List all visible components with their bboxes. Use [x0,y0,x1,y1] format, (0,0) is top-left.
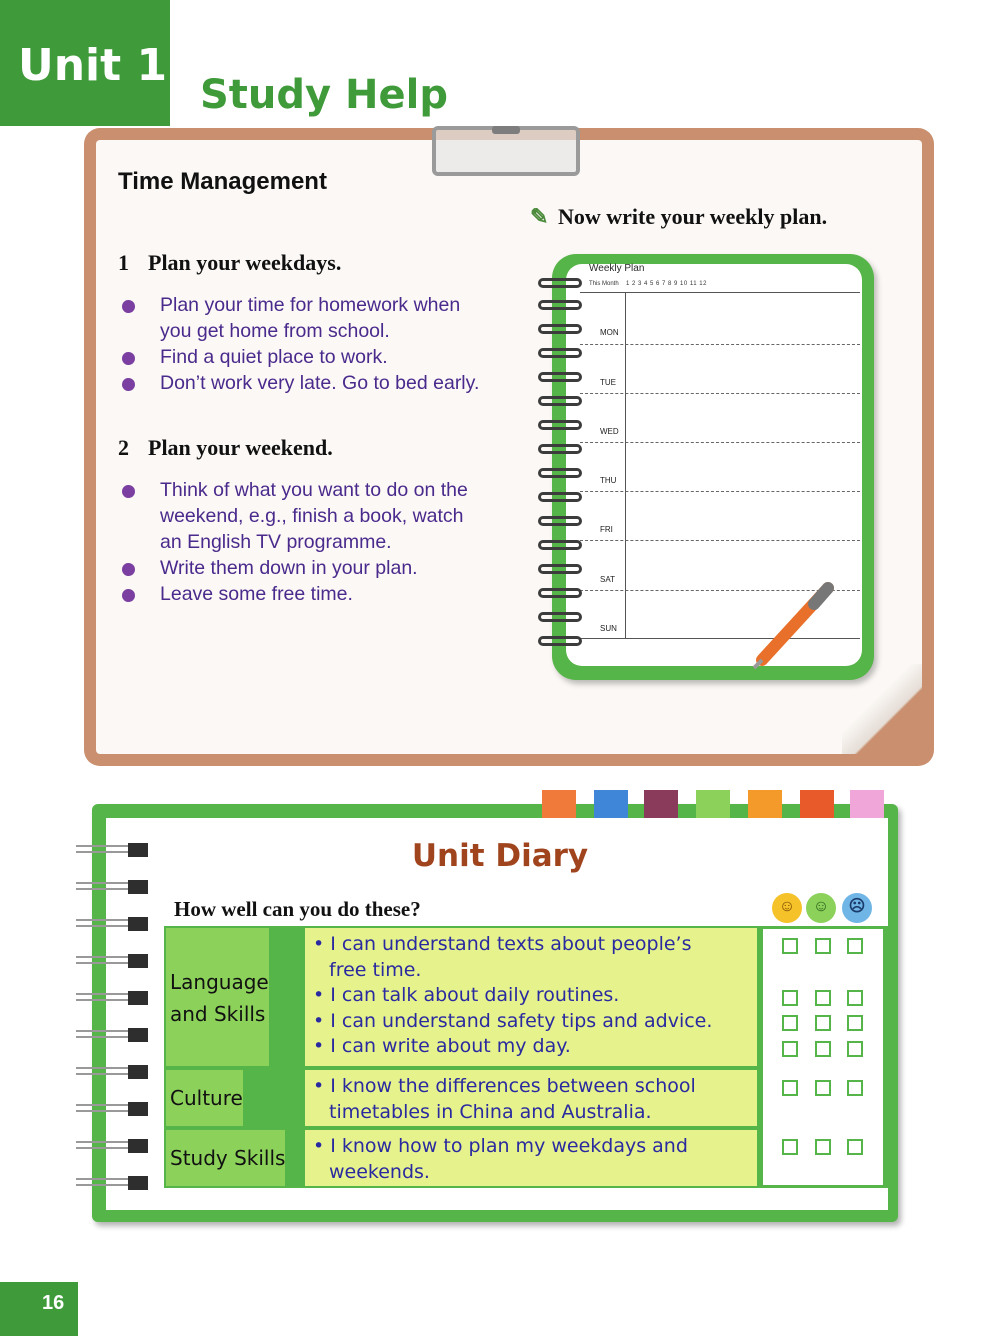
section-heading-text: Plan your weekdays. [148,250,342,275]
statement: • I can understand texts about people’s [313,933,692,955]
spiral-binding [76,1139,148,1153]
weekday-tips-list [120,292,520,396]
spiral-ring [538,540,582,550]
category-culture: Culture [166,1070,243,1126]
rating-checkbox[interactable] [815,938,831,954]
instruction-text: Now write your weekly plan. [558,204,828,229]
spiral-binding [76,917,148,931]
statement: • I can write about my day. [313,1035,571,1057]
rating-checkbox[interactable] [847,1080,863,1096]
day-label-sat: SAT [600,575,615,584]
list-item: Leave some free time. [120,581,520,607]
spiral-binding [76,880,148,894]
spiral-binding [76,1065,148,1079]
spiral-ring [538,348,582,358]
pencil-icon: ✎ [530,204,549,229]
spiral-ring [538,420,582,430]
section-number: 1 [118,250,129,275]
language-skills-statements [305,928,757,1066]
spiral-ring [538,564,582,574]
weekly-plan-instruction [530,204,827,230]
rating-checkbox[interactable] [815,1139,831,1155]
day-line [580,442,860,443]
list-item: Don’t work very late. Go to bed early. [120,370,520,396]
spiral-ring [538,324,582,334]
spiral-ring [538,468,582,478]
rating-checkbox[interactable] [815,1080,831,1096]
spiral-ring [538,636,582,646]
spiral-ring [538,492,582,502]
page-title: Study Help [200,72,448,118]
statement: • I can understand safety tips and advice. [313,1009,713,1032]
list-item: Find a quiet place to work. [120,344,520,370]
spiral-ring [538,396,582,406]
list-item: Plan your time for homework when you get home from school. [120,292,520,344]
rating-checkbox[interactable] [815,1015,831,1031]
divider-tab [644,790,678,818]
category-study-skills: Study Skills [166,1130,285,1186]
statement: • I can talk about daily routines. [313,984,620,1006]
day-label-thu: THU [600,476,617,485]
clip-hinge [492,126,520,134]
section-2-heading [118,435,333,461]
divider-tab [594,790,628,818]
list-item: Think of what you want to do on the weekend, e.g., finish a book, watch an English TV programme. [120,477,520,555]
rating-checkbox[interactable] [782,938,798,954]
rating-checkbox[interactable] [782,1080,798,1096]
culture-statements [305,1070,757,1126]
spiral-ring [538,372,582,382]
month-label: This Month [589,281,619,287]
divider-tab [542,790,576,818]
statement: • I know the differences between school [313,1075,696,1097]
day-line [580,540,860,541]
unit-label: Unit 1 [18,40,168,91]
day-label-mon: MON [600,328,619,337]
rating-checkbox[interactable] [782,990,798,1006]
day-line [580,393,860,394]
spiral-ring [538,444,582,454]
divider-tab [850,790,884,818]
self-assessment-question: How well can you do these? [174,897,421,921]
time-management-title: Time Management [118,168,327,195]
neutral-face-icon: ☺ [806,893,836,923]
spiral-ring [538,278,582,288]
divider-tab [748,790,782,818]
statement: free time. [329,958,422,981]
spiral-ring [538,612,582,622]
page-number-tab [0,1282,78,1336]
weekend-tips-list [120,477,520,607]
unit-tab [0,0,170,126]
divider-tab [696,790,730,818]
list-item: Write them down in your plan. [120,555,520,581]
rating-checkbox[interactable] [815,990,831,1006]
spiral-ring [538,588,582,598]
unit-diary-title: Unit Diary [411,838,589,874]
rating-checkbox[interactable] [815,1041,831,1057]
spiral-ring [538,516,582,526]
pen-icon [748,580,838,670]
day-label-fri: FRI [600,525,613,534]
rating-checkbox[interactable] [847,1015,863,1031]
spiral-binding [76,1176,148,1190]
rating-checkbox[interactable] [847,990,863,1006]
divider-tab [800,790,834,818]
study-skills-statements [305,1130,757,1186]
spiral-binding [76,1028,148,1042]
day-label-sun: SUN [600,624,617,633]
month-numbers: 1 2 3 4 5 6 7 8 9 10 11 12 [626,281,707,287]
section-heading-text: Plan your weekend. [148,435,333,460]
statement: • I know how to plan my weekdays and [313,1135,688,1157]
rating-checkbox[interactable] [847,1041,863,1057]
statement: weekends. [329,1160,430,1183]
rating-checkbox[interactable] [782,1139,798,1155]
day-label-wed: WED [600,427,619,436]
spiral-binding [76,1102,148,1116]
section-number: 2 [118,435,129,460]
spiral-ring [538,300,582,310]
header-divider [580,292,860,293]
day-line [580,491,860,492]
rating-checkbox[interactable] [847,1139,863,1155]
happy-face-icon: ☺ [772,893,802,923]
section-1-heading [118,250,341,276]
day-label-tue: TUE [600,378,616,387]
sad-face-icon: ☹ [842,893,872,923]
category-language-skills: Language and Skills [166,928,269,1066]
rating-checkbox[interactable] [782,1041,798,1057]
statement: timetables in China and Australia. [329,1100,652,1123]
page-number: 16 [42,1292,65,1314]
weekly-plan-title: Weekly Plan [589,263,645,274]
rating-checkbox[interactable] [782,1015,798,1031]
day-line [580,344,860,345]
spiral-binding [76,954,148,968]
spiral-binding [76,991,148,1005]
rating-checkbox[interactable] [847,938,863,954]
